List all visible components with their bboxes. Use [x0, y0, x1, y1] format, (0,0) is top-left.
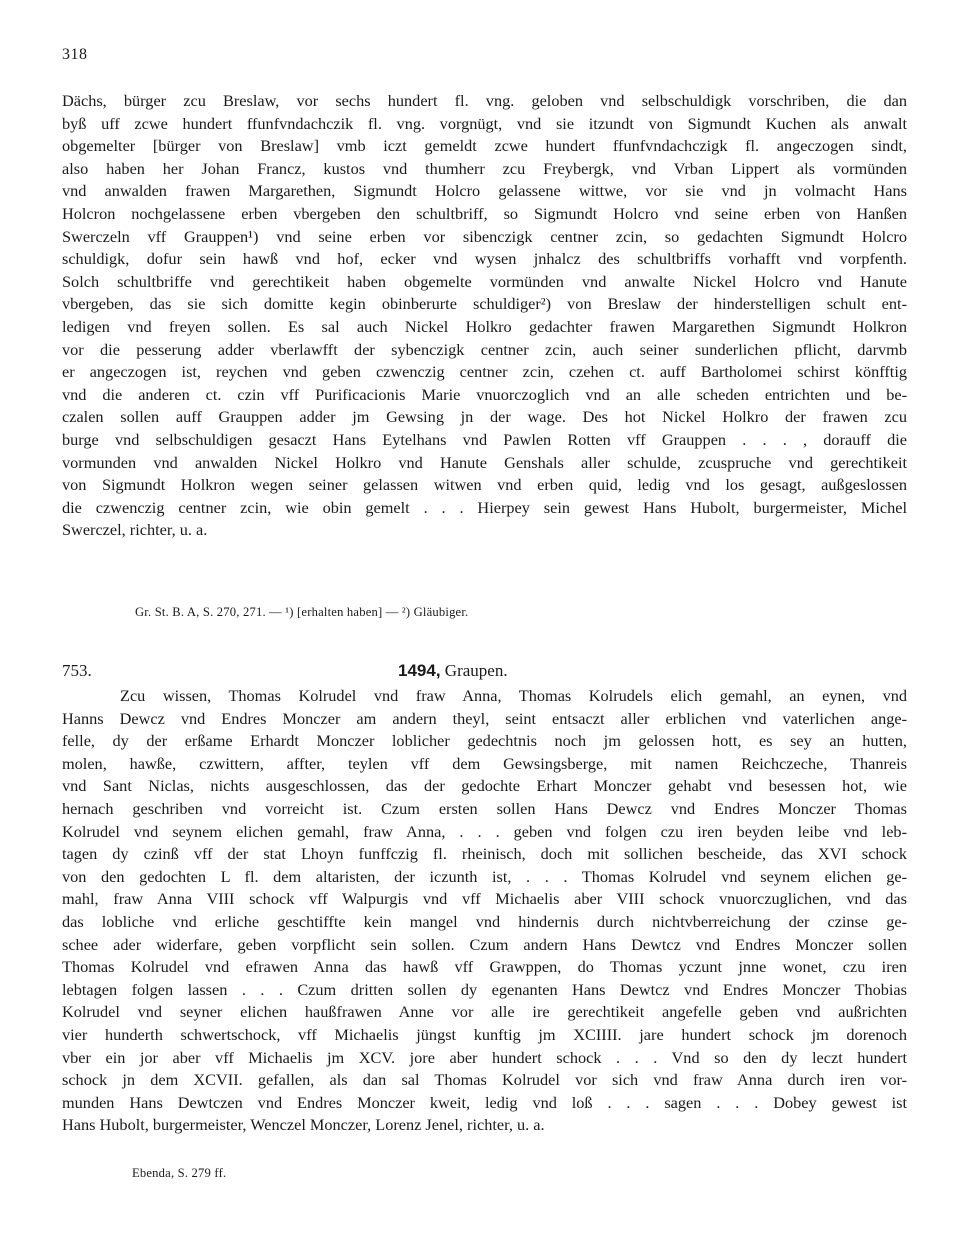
text-line: vnd anwalden frawen Margarethen, Sigmundt Holcro gelassene wittwe, vor sie vnd jn volmacht Hans [62, 181, 907, 201]
text-line: Kolrudel vnd seynem elichen gemahl, fraw Anna, . . . geben vnd folgen czu iren beyden leibe vnd leb- [62, 821, 907, 841]
text-line: von den gedochten L fl. dem altaristen, der iczunth ist, . . . Thomas Kolrudel vnd seynem elichen ge- [62, 866, 907, 886]
record-place: Graupen. [444, 661, 508, 680]
text-line: lebtagen folgen lassen . . . Czum dritten sollen dy egenanten Hans Dewtcz vnd Endres Monczer Thobias [62, 979, 907, 999]
record-number: 753. [62, 661, 92, 680]
text-line: Solch schultbriffe vnd gerechtikeit haben obgemelte vormünden vnd anwalte Nickel Holcro vnd Hanute [62, 271, 907, 291]
text-line: Zcu wissen, Thomas Kolrudel vnd fraw Anna, Thomas Kolrudels elich gemahl, an eynen, vnd [120, 686, 907, 705]
text-line: also haben her Johan Francz, kustos vnd thumherr zcu Freybergk, vnd Vrban Lippert als vormünden [62, 158, 907, 178]
record-2-text [62, 685, 907, 1137]
text-line: Swerczel, richter, u. a. [62, 520, 208, 540]
text-line: Dächs, bürger zcu Breslaw, vor sechs hundert fl. vng. geloben vnd selbschuldigk vorschriben, die dan [62, 91, 907, 110]
text-line: schock jn dem XCVII. gefallen, als dan sal Thomas Kolrudel vor sich vnd fraw Anna durch iren vor- [62, 1070, 907, 1090]
text-line: Swerczeln vff Grauppen¹) vnd seine erben vor sibenczigk centner zcin, so gedachten Sigmundt Holcro [62, 226, 907, 246]
text-line: ledigen vnd freyen sollen. Es sal auch Nickel Holkro gedachter frawen Margarethen Sigmundt Holkron [62, 316, 907, 336]
text-line: schuldigk, dofur sein hawß vnd hof, ecker vnd wysen jnhalcz des schultbriffs vorhafft vnd vorpfenth. [62, 249, 907, 269]
text-line: Hanns Dewcz vnd Endres Monczer am andern theyl, seint entsaczt aller erblichen vnd vaterlichen ange- [62, 708, 907, 728]
text-line: das lobliche vnd erliche geschtiffte kein mangel vnd hindernis durch nichtvberreichung der czinse ge- [62, 911, 907, 931]
text-line: die czwenczig centner zcin, wie obin gemelt . . . Hierpey sein gewest Hans Hubolt, burgermeister, Michel [62, 497, 907, 517]
text-line: hernach geschriben vnd vorreicht ist. Czum ersten sollen Hans Dewcz vnd Endres Monczer Thomas [62, 798, 907, 818]
text-line: Kolrudel vnd seyner elichen haußfrawen Anne vor alle ire gerechtikeit angefelle geben vnd außrichten [62, 1002, 907, 1022]
text-line: mahl, fraw Anna VIII schock vff Walpurgis vnd vff Michaelis aber VIII schock vnuorczuglichen, vnd das [62, 889, 907, 909]
text-line: vnd Sant Niclas, nichts ausgeschlossen, das der gedochte Erhart Monczer gehabt vnd besessen hot, wie [62, 776, 907, 796]
text-line: munden Hans Dewtczen vnd Endres Monczer kweit, ledig vnd loß . . . sagen . . . Dobey gewest ist [62, 1092, 907, 1112]
record-2-source-note: Ebenda, S. 279 ff. [132, 1166, 227, 1180]
record-1-text [62, 90, 907, 542]
text-line: vnd die anderen ct. czin vff Purificacionis Marie vnuorczoglich vnd an alle scheden entrichten und be- [62, 384, 907, 404]
text-line: vbergeben, das sie sich domitte kegin obinberurte schuldiger²) von Breslaw der hinderstelligen schult ent- [62, 294, 907, 314]
text-line: vor die pesserung adder vberlawfft der sybenczigk centner zcin, auch seiner sunderlichen pflicht, darvmb [62, 339, 907, 359]
text-line: molen, hawße, czwittern, affter, teylen vff dem Gewsingsberge, mit namen Reichczeche, Thanreis [62, 753, 907, 773]
text-line: Holcron nochgelassene erben vbergeben den schultbriff, so Sigmundt Holcro vnd seine erben von Hanßen [62, 203, 907, 223]
page-number: 318 [62, 46, 88, 63]
text-line: obgemelter [bürger von Breslaw] vmb iczt gemeldt zcwe hundert ffunfvndachczigk fl. angeczogen sindt, [62, 136, 907, 156]
text-line: czalen sollen auff Grauppen adder jm Gewsing jn der wage. Des hot Nickel Holkro der frawen zcu [62, 407, 907, 427]
text-line: tagen dy czinß vff der stat Lhoyn funffczig fl. rheinisch, doch mit sollichen bescheide, das XVI schock [62, 844, 907, 864]
text-line: von Sigmundt Holkron wegen seiner gelassen witwen vnd erben quid, ledig vnd los gesagt, außgeslossen [62, 475, 907, 495]
record-date [398, 661, 508, 681]
text-line: vormunden vnd anwalden Nickel Holkro vnd Hanute Genshals aller schulde, zcuspruche vnd gerechtikeit [62, 452, 907, 472]
text-line: Thomas Kolrudel vnd efrawen Anna das hawß vff Grawppen, do Thomas yczunt jnne wonet, czu iren [62, 957, 907, 977]
text-line: vber ein jor aber vff Michaelis jm XCV. jore aber hundert schock . . . Vnd so den dy leczt hundert [62, 1047, 907, 1067]
text-line: felle, dy der erßame Erhardt Monczer loblicher gedechtnis noch jm gelossen hott, es sey an hutten, [62, 731, 907, 751]
record-year: 1494, [398, 661, 441, 680]
text-line: Hans Hubolt, burgermeister, Wenczel Monczer, Lorenz Jenel, richter, u. a. [62, 1115, 545, 1135]
text-line: schee ader widerfare, geben vorpflicht sein sollen. Czum andern Hans Dewtcz vnd Endres Monczer sollen [62, 934, 907, 954]
record-1-source-note: Gr. St. B. A, S. 270, 271. — ¹) [erhalten haben] — ²) Gläubiger. [135, 605, 469, 619]
text-line: vier hunderth schwertschock, vff Michaelis jüngst kunftig jm XCIIII. jare hundert schock jm dorenoch [62, 1024, 907, 1044]
text-line: burge vnd selbschuldigen gesaczt Hans Eytelhans vnd Pawlen Rotten vff Grauppen . . . , dorauff die [62, 429, 907, 449]
text-line: byß uff zcwe hundert ffunfvndachczik fl. vng. vorgnügt, vnd sie itzundt von Sigmundt Kuchen als anwalt [62, 113, 907, 133]
text-line: er angeczogen ist, reychen vnd geben czwenczig centner zcin, czehen ct. auff Bartholomei schirst könfftig [62, 362, 907, 382]
